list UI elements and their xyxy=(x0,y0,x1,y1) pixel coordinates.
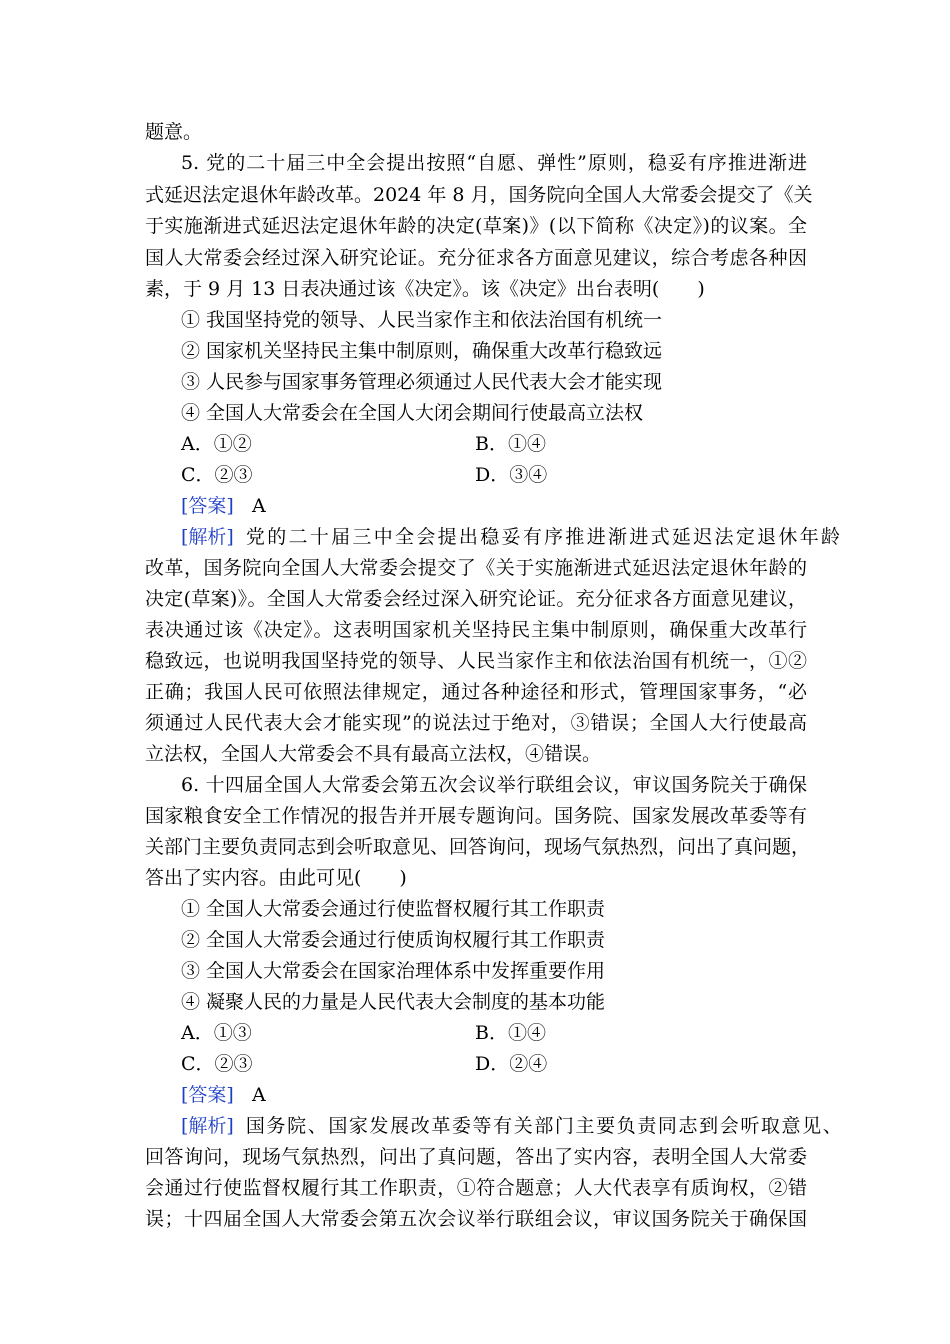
q5-analysis-line: 决定(草案)》。全国人大常委会经过深入研究论证。充分征求各方面意见建议， xyxy=(145,588,807,610)
q6-statement: ② 全国人大常委会通过行使质询权履行其工作职责 xyxy=(181,929,606,951)
q5-statement: ③ 人民参与国家事务管理必须通过人民代表大会才能实现 xyxy=(181,371,663,393)
q5-answer xyxy=(181,494,266,518)
q6-option-c: C．②③ xyxy=(181,1053,253,1075)
q6-analysis-line: 回答询问，现场气氛热烈，问出了真问题，答出了实内容，表明全国人大常委 xyxy=(145,1146,807,1168)
q5-option-c: C．②③ xyxy=(181,464,253,486)
q5-statement: ② 国家机关坚持民主集中制原则，确保重大改革行稳致远 xyxy=(181,340,663,362)
answer-value: A xyxy=(251,495,266,517)
q5-analysis-line: 稳致远，也说明我国坚持党的领导、人民当家作主和依法治国有机统一，①② xyxy=(145,650,807,672)
q6-statement: ③ 全国人大常委会在国家治理体系中发挥重要作用 xyxy=(181,960,606,982)
q5-analysis-line: 改革，国务院向全国人大常委会提交了《关于实施渐进式延迟法定退休年龄的 xyxy=(145,557,807,579)
q6-option-a: A．①③ xyxy=(181,1022,252,1044)
q6-analysis-line: 误；十四届全国人大常委会第五次会议举行联组会议，审议国务院关于确保国 xyxy=(145,1208,807,1230)
answer-value: A xyxy=(251,1084,266,1106)
q6-analysis-line xyxy=(181,1114,844,1138)
q5-analysis-line: 表决通过该《决定》。这表明国家机关坚持民主集中制原则，确保重大改革行 xyxy=(145,619,807,641)
q5-option-a: A．①② xyxy=(181,433,252,455)
q5-option-b: B．①④ xyxy=(475,433,546,455)
q5-stem-line: 式延迟法定退休年龄改革。2024 年 8 月，国务院向全国人大常委会提交了《关 xyxy=(145,184,813,206)
q5-analysis-line: 立法权，全国人大常委会不具有最高立法权，④错误。 xyxy=(145,743,602,765)
text-line: 题意。 xyxy=(145,121,203,143)
q6-stem-line: 关部门主要负责同志到会听取意见、回答询问，现场气氛热烈，问出了真问题， xyxy=(145,836,811,858)
analysis-text: 国务院、国家发展改革委等有关部门主要负责同志到会听取意见、 xyxy=(245,1115,844,1137)
q6-statement: ① 全国人大常委会通过行使监督权履行其工作职责 xyxy=(181,898,606,920)
answer-tag: [答案] xyxy=(181,1084,234,1106)
q5-stem-line: 素，于 9 月 13 日表决通过该《决定》。该《决定》出台表明( ) xyxy=(145,278,705,300)
q5-stem-line: 国人大常委会经过深入研究论证。充分征求各方面意见建议，综合考虑各种因 xyxy=(145,247,807,269)
q6-stem-line: 答出了实内容。由此可见( ) xyxy=(145,867,407,889)
analysis-tag: [解析] xyxy=(181,1115,234,1137)
analysis-tag: [解析] xyxy=(181,526,234,548)
q5-analysis-line: 须通过人民代表大会才能实现”的说法过于绝对，③错误；全国人大行使最高 xyxy=(145,712,807,734)
q6-option-b: B．①④ xyxy=(475,1022,546,1044)
q6-answer xyxy=(181,1083,266,1107)
q5-analysis-line xyxy=(181,525,843,549)
q5-analysis-line: 正确；我国人民可依照法律规定，通过各种途径和形式，管理国家事务，“必 xyxy=(145,681,807,703)
q5-statement: ④ 全国人大常委会在全国人大闭会期间行使最高立法权 xyxy=(181,402,644,424)
analysis-text: 党的二十届三中全会提出稳妥有序推进渐进式延迟法定退休年龄 xyxy=(245,526,843,548)
q6-analysis-line: 会通过行使监督权履行其工作职责，①符合题意；人大代表享有质询权，②错 xyxy=(145,1177,807,1199)
q6-stem-line: 6. 十四届全国人大常委会第五次会议举行联组会议，审议国务院关于确保 xyxy=(181,774,807,796)
q6-stem-line: 国家粮食安全工作情况的报告并开展专题询问。国务院、国家发展改革委等有 xyxy=(145,805,807,827)
q6-option-d: D．②④ xyxy=(475,1053,548,1075)
q5-stem-line: 于实施渐进式延迟法定退休年龄的决定(草案)》(以下简称《决定》)的议案。全 xyxy=(145,215,807,237)
q5-stem-line: 5. 党的二十届三中全会提出按照“自愿、弹性”原则，稳妥有序推进渐进 xyxy=(181,152,807,174)
answer-tag: [答案] xyxy=(181,495,234,517)
q5-option-d: D．③④ xyxy=(475,464,548,486)
q6-statement: ④ 凝聚人民的力量是人民代表大会制度的基本功能 xyxy=(181,991,606,1013)
q5-statement: ① 我国坚持党的领导、人民当家作主和依法治国有机统一 xyxy=(181,309,663,331)
